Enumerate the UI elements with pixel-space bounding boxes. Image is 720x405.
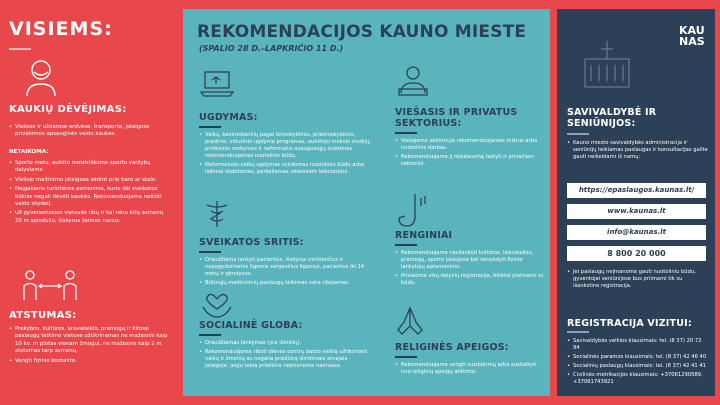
health-list [199,257,371,287]
distance-people-icon [20,268,80,302]
phone-number[interactable]: 8 800 20 000 [567,246,706,261]
religion-underline [395,356,417,358]
person-mask-icon [22,56,60,98]
list-item: • Jei paslaugų neįmanoma gauti nuotoliniu būdu, gyventojai seniūnijose bus priimami tik su išankstine registracija. [567,269,709,290]
health-title: SVEIKATOS SRITIS: [199,237,304,248]
list-item: • Civilinės metrikacijos klausimais: +37061290589, +37061743921 [567,372,709,386]
social-list [199,340,371,370]
left-title: VISIEMS: [9,18,113,40]
education-title: UGDYMAS: [199,112,258,123]
list-item: • Savivaldybės veiklos klausimais: tel. (8 37) 20 72 94 [567,338,709,352]
left-panel [0,0,175,405]
website-link[interactable]: www.kaunas.lt [567,204,706,219]
recommendations-panel [183,9,550,396]
social-underline [199,334,221,336]
public-sector-block [395,107,545,170]
religion-title: RELIGINĖS APEIGOS: [395,342,509,353]
list-item: • Socialinių paslaugų klausimais: tel. (8 37) 42 41 41 [567,363,709,370]
laptop-icon [200,66,234,100]
list-item: • Rekomenduojama vengti susibūrimų arba susilaikyti nuo religinių apeigų atlikimo. [395,362,545,376]
religion-list [395,362,545,376]
list-item: • Privaloma visų dalyvių registracija, bilietai platinami el. būdu. [395,273,545,287]
public-sector-list [395,138,545,168]
municipality-list [567,140,709,163]
list-item: • Draudžiamas lankymas (yra išimčių). [199,340,371,347]
public-sector-underline [395,132,417,134]
list-item: • Rekomenduojama riboti dienos centrų darbo veiklą užtikrinant vaikų ir žmonių su negalia priežiūrą išimtiniais atvejais įstaigoje, jeigu tokia priežiūra neįmanoma namuose. [199,349,371,370]
epaslaugos-link[interactable]: https://epaslaugos.kaunas.lt/ [567,183,706,198]
distance-list [9,326,171,367]
city-hall-icon [577,39,637,89]
social-title: SOCIALINĖ GLOBA: [199,320,303,331]
registration-title: REGISTRACIJA VIZITUI: [567,318,692,329]
events-title: RENGINIAI [395,230,453,241]
list-item: • Viešojo maitinimo įstaigose sėdint prie baro ar stalo. [9,177,171,184]
distance-title: ATSTUMAS: [9,310,77,321]
list-item: • Vengti fizinio kontakto. [9,358,171,365]
registration-underline [567,331,589,333]
note-list [567,269,709,292]
heart-hands-icon [201,285,233,319]
office-worker-icon [395,63,431,99]
list-item: • Viešose ir uždarose erdvėse, transporte, įstaigose privalomos apsauginės veido kaukės. [9,124,171,139]
municipality-underline [567,133,589,135]
education-underline [199,126,221,128]
education-block [199,112,371,178]
list-item: • Neįgaliems turintiems asmenims, kurie dėl sveikatos būklės negali dėvėti kaukės. Rekomenduojama nešioti veido skydelį. [9,186,171,208]
municipality-panel [557,9,715,396]
title-underline [9,48,31,50]
masks-list [9,124,171,141]
events-underline [395,244,417,246]
public-sector-title: VIEŠASIS IR PRIVATUS SEKTORIUS: [395,107,518,129]
events-block [395,230,545,289]
list-item: • Viešajame sektoriuje rekomenduojamas mišrus arba nuotolinis darbas. [395,138,545,152]
registration-list [567,338,709,388]
events-list [395,250,545,287]
religion-block [395,342,545,378]
email-link[interactable]: info@kaunas.lt [567,225,706,240]
list-item: • Rekomenduojama nesilankyti kultūros, laisvalaikio, pramogų, sporto įstaigose bei nevykdyti fizinio lankytojų aptarnavimo. [395,250,545,271]
saxophone-icon [395,192,431,230]
health-underline [199,251,221,253]
list-item: • Už gyvenamosios vietovės ribų ir kai nėra kitų asmenų 20 m spinduliu, išskyrus šeimos narius. [9,210,171,225]
exceptions-list [9,160,171,227]
education-list [199,132,371,176]
masks-title: KAUKIŲ DĖVĖJIMAS: [9,104,127,115]
page-title: REKOMENDACIJOS KAUNO MIESTE [197,22,527,42]
social-block [199,320,371,372]
list-item: • Socialinės paramos klausimais: tel. (8 37) 42 46 40 [567,354,709,361]
kaunas-logo: KAU NAS [679,24,705,48]
date-range: (SPALIO 28 D.–LAPKRIČIO 11 D.) [199,44,344,53]
praying-hands-icon [395,306,425,338]
list-item: • Būtinųjų medicininių paslaugų teikimas nėra ribojamas. [199,280,371,287]
list-item: • Kauno miesto savivaldybės administracija ir seniūnijų teikiamas paslaugas ir konsultacijas galite gauti neišeidami iš namų: [567,140,709,161]
list-item: • Rekomenduojama jį reikalavimą taikyti ir privačiam sektoriui. [395,154,545,168]
list-item: • Prekybos, kultūros, laisvalaikio, pramogų ir kitose paslaugų teikimo vietose užtikrinamas ne mažesnis kaip 10 kv. m plotas vienam žmogui, ne mažesnis kaip 2 m atstumas tarp asmenų. [9,326,171,356]
caduceus-icon [201,197,233,229]
list-item: • Neformalusis vaikų ugdymas vykdomas nuotoliniu būdu arba lalkinai stabdomas, perkeliamas vėlesniam laikotarpiui. [199,162,371,176]
municipality-title: SAVIVALDYBĖ IR SENIŪNIJOS: [567,107,657,129]
list-item: • Draudžiama lankyti pacientus, išskyrus mirštančius ir nepagydomomis ligomis sergančius ligonius, pacientus iki 14 metų ir gimdyves. [199,257,371,278]
health-block [199,237,371,289]
exceptions-title: NETAIKOMA: [9,149,49,155]
list-item: • Sporto metu, aukšto meistriškumo sporto varžybų dalyviams. [9,160,171,175]
list-item: • Vaikų, besimokančių pagal ikimokyklinio, priešmokyklinio, pradinio, vidurinio ugdymo programas, aukštojo mokslo studijų, profesinis mokymas ir neformalus suaugusiųjų švietimas rekomenduojamas nuotolinis būdu. [199,132,371,160]
